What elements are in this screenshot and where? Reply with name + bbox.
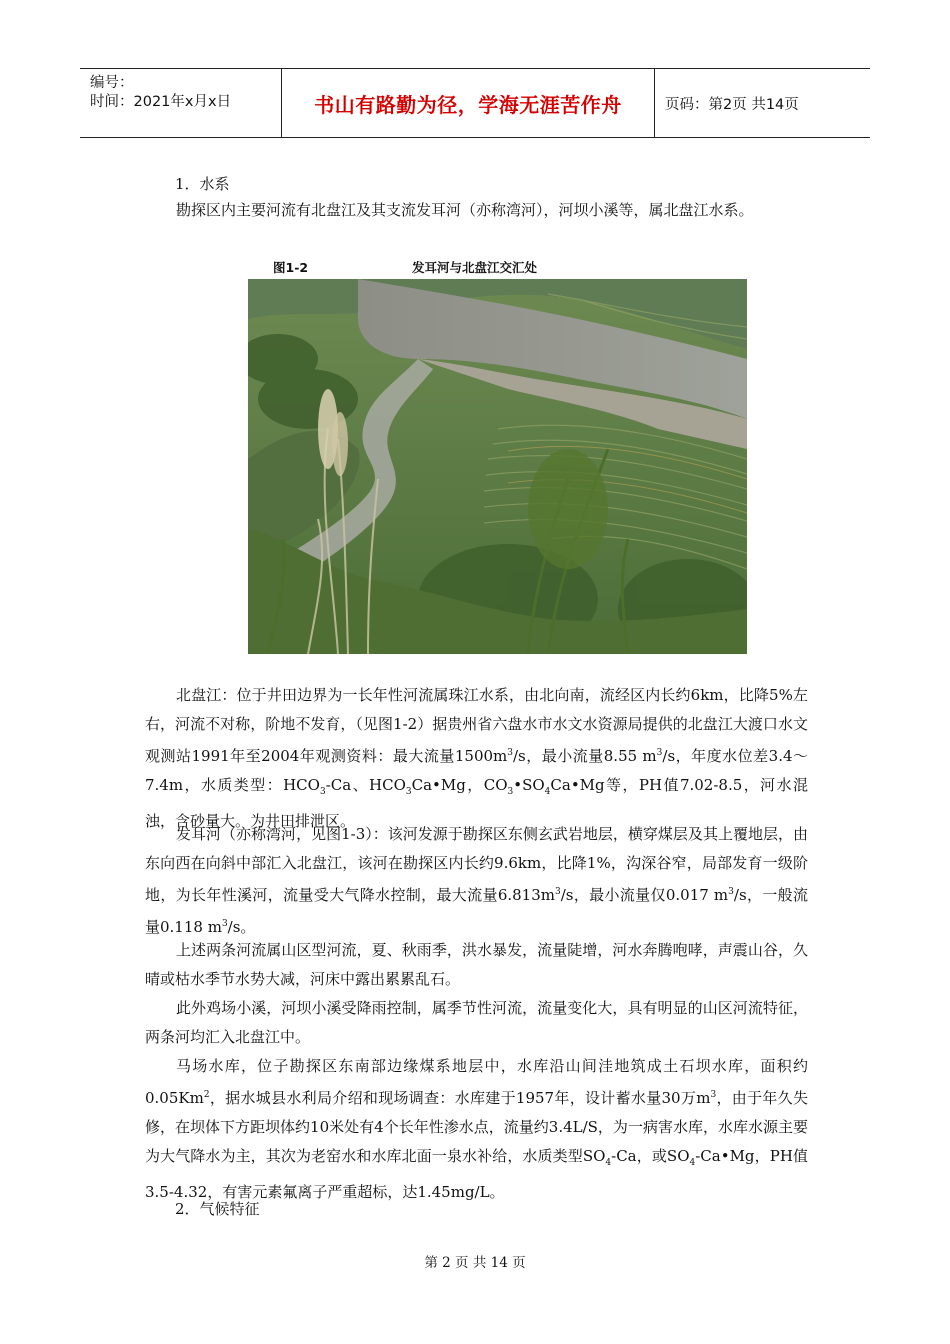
intro-paragraph: 勘探区内主要河流有北盘江及其支流发耳河（亦称湾河），河坝小溪等，属北盘江水系。: [176, 201, 754, 219]
header-meta-cell: [80, 69, 282, 137]
reservoir-paragraph: 马场水库，位子勘探区东南部边缘煤系地层中，水库沿山间洼地筑成土石坝水库，面积约0.05Km$^2$，据水城县水利局介绍和现场调查：水库建于1957年，设计蓄水量30万$m^3$，由于年久失修，在坝体下方距坝体约10米处有4个长年性渗水点，流量约3.4L/S，为一病害水库，水库水源主要为大气降水为主，其次为老窑水和水库北面一泉水补给，水质类型$SO_4-Ca$，或$SO_4-Ca•Mg$，PH值3.5-4.32，有害元素氟离子严重超标，达1.45mg/L。: [145, 1057, 808, 1201]
section-title-climate: 2．气候特征: [175, 1200, 260, 1218]
time-label: 时间：2021年x月x日: [90, 94, 232, 110]
figure-number: 图1-2: [273, 260, 309, 275]
section-title-water-system: 1．水系: [175, 175, 230, 193]
figure-title: 发耳河与北盘江交汇处: [412, 260, 538, 275]
mountain-rivers-paragraph: 上述两条河流属山区型河流，夏、秋雨季，洪水暴发，流量陡增，河水奔腾咆哮，声震山谷，久晴或枯水季节水势大减，河床中露出累累乱石。: [145, 941, 808, 988]
document-header: [80, 68, 870, 138]
faer-river-paragraph: 发耳河（亦称湾河，见图1-3）：该河发源于勘探区东侧玄武岩地层，横穿煤层及其上覆地层，由东向西在向斜中部汇入北盘江，该河在勘探区内长约9.6km，比降1%，沟深谷窄，局部发育一级阶地，为长年性溪河，流量受大气降水控制，最大流量$6.813m^3/s$，最小流量仅0.017 $m^3/s$，一般流量0.118 $m^3/s$。: [145, 825, 809, 936]
header-motto: 书山有路勤为径，学海无涯苦作舟: [282, 69, 655, 137]
header-page-label: 页码：第2页 共14页: [665, 96, 799, 113]
code-label: 编号：: [90, 75, 134, 91]
beipan-river-paragraph: 北盘江：位于井田边界为一长年性河流属珠江水系，由北向南，流经区内长约6km，比降5%左右，河流不对称，阶地不发育，（见图1-2）据贵州省六盘水市水文水资源局提供的北盘江大渡口水文观测站1991年至2004年观测资料：最大流量$1500m^3/s$，最小流量8.55 $m^3/s$，年度水位差3.4～7.4m，水质类型：$HCO_3-Ca$、$HCO_3Ca•Mg$，$CO_3•SO_4Ca•Mg$等，PH值7.02-8.5，河水混浊，含砂量大。为井田排泄区。: [145, 686, 809, 830]
seasonal-streams-paragraph: 此外鸡场小溪，河坝小溪受降雨控制，属季节性河流，流量变化大，具有明显的山区河流特征，两条河均汇入北盘江中。: [145, 999, 808, 1046]
page-footer: 第 2 页 共 14 页: [424, 1255, 526, 1271]
river-confluence-photo: [248, 279, 747, 654]
